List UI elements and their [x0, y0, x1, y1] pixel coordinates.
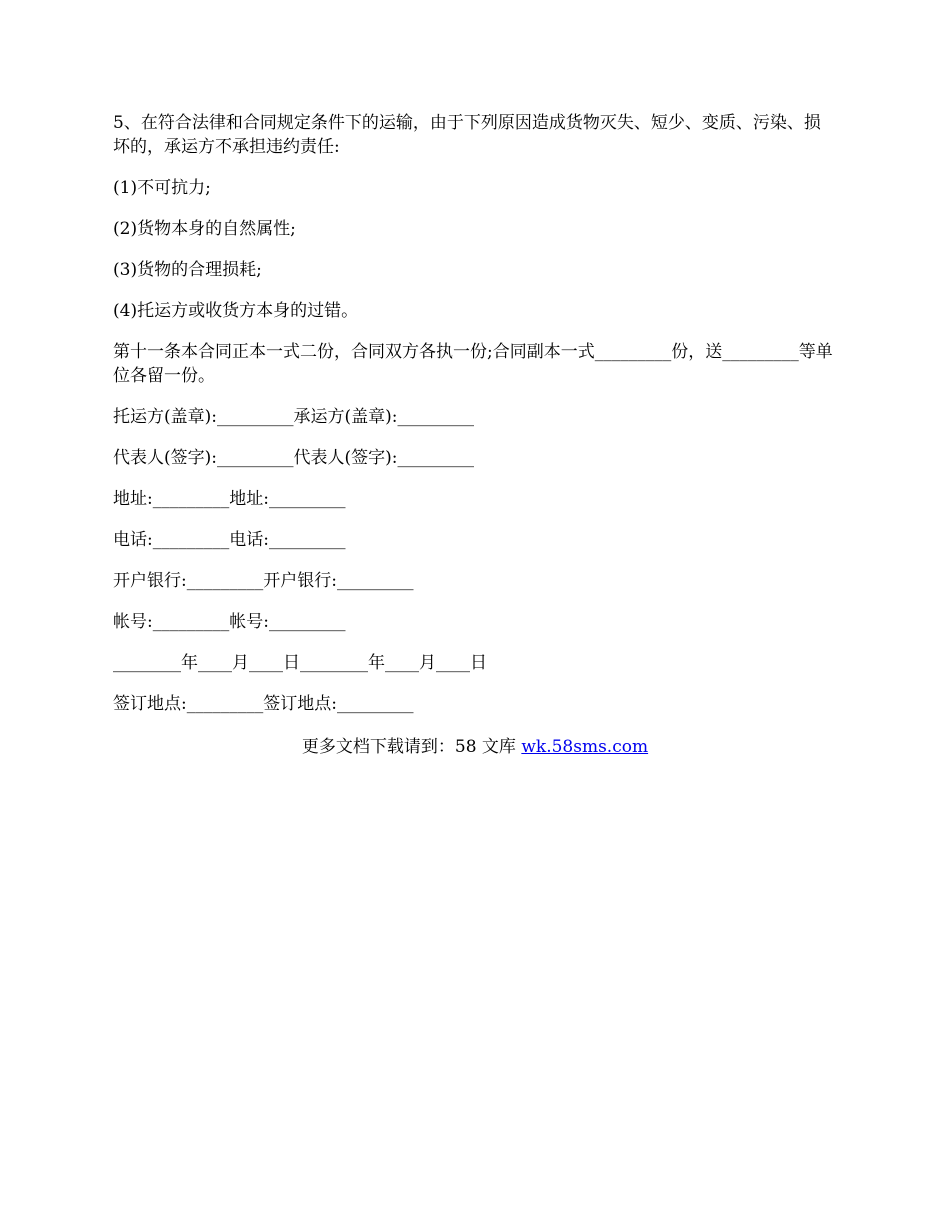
representative-line: 代表人(签字):_________代表人(签字):_________: [113, 448, 474, 468]
list-item-natural-property: (2)货物本身的自然属性;: [113, 219, 296, 239]
bank-line: 开户银行:_________开户银行:_________: [113, 571, 414, 591]
signature-seal-line: 托运方(盖章):_________承运方(盖章):_________: [113, 407, 474, 427]
account-line: 帐号:_________帐号:_________: [113, 612, 346, 632]
clause-5-paragraph: 5、在符合法律和合同规定条件下的运输，由于下列原因造成货物灭失、短少、变质、污染、损坏的，承运方不承担违约责任:: [113, 113, 821, 157]
footer-prefix: 更多文档下载请到：58 文库: [301, 737, 522, 757]
address-line: 地址:_________地址:_________: [113, 489, 346, 509]
list-item-reasonable-loss: (3)货物的合理损耗;: [113, 260, 262, 280]
phone-line: 电话:_________电话:_________: [113, 530, 346, 550]
download-footer: [0, 735, 950, 759]
list-item-force-majeure: (1)不可抗力;: [113, 178, 211, 198]
date-line: ________年____月____日________年____月____日: [113, 653, 487, 673]
article-11-paragraph: 第十一条本合同正本一式二份，合同双方各执一份;合同副本一式_________份，送_________等单位各留一份。: [113, 342, 833, 386]
signing-place-line: 签订地点:_________签订地点:_________: [113, 694, 414, 714]
list-item-party-fault: (4)托运方或收货方本身的过错。: [113, 301, 359, 321]
footer-link[interactable]: wk.58sms.com: [521, 737, 649, 757]
document-body: [113, 111, 835, 733]
